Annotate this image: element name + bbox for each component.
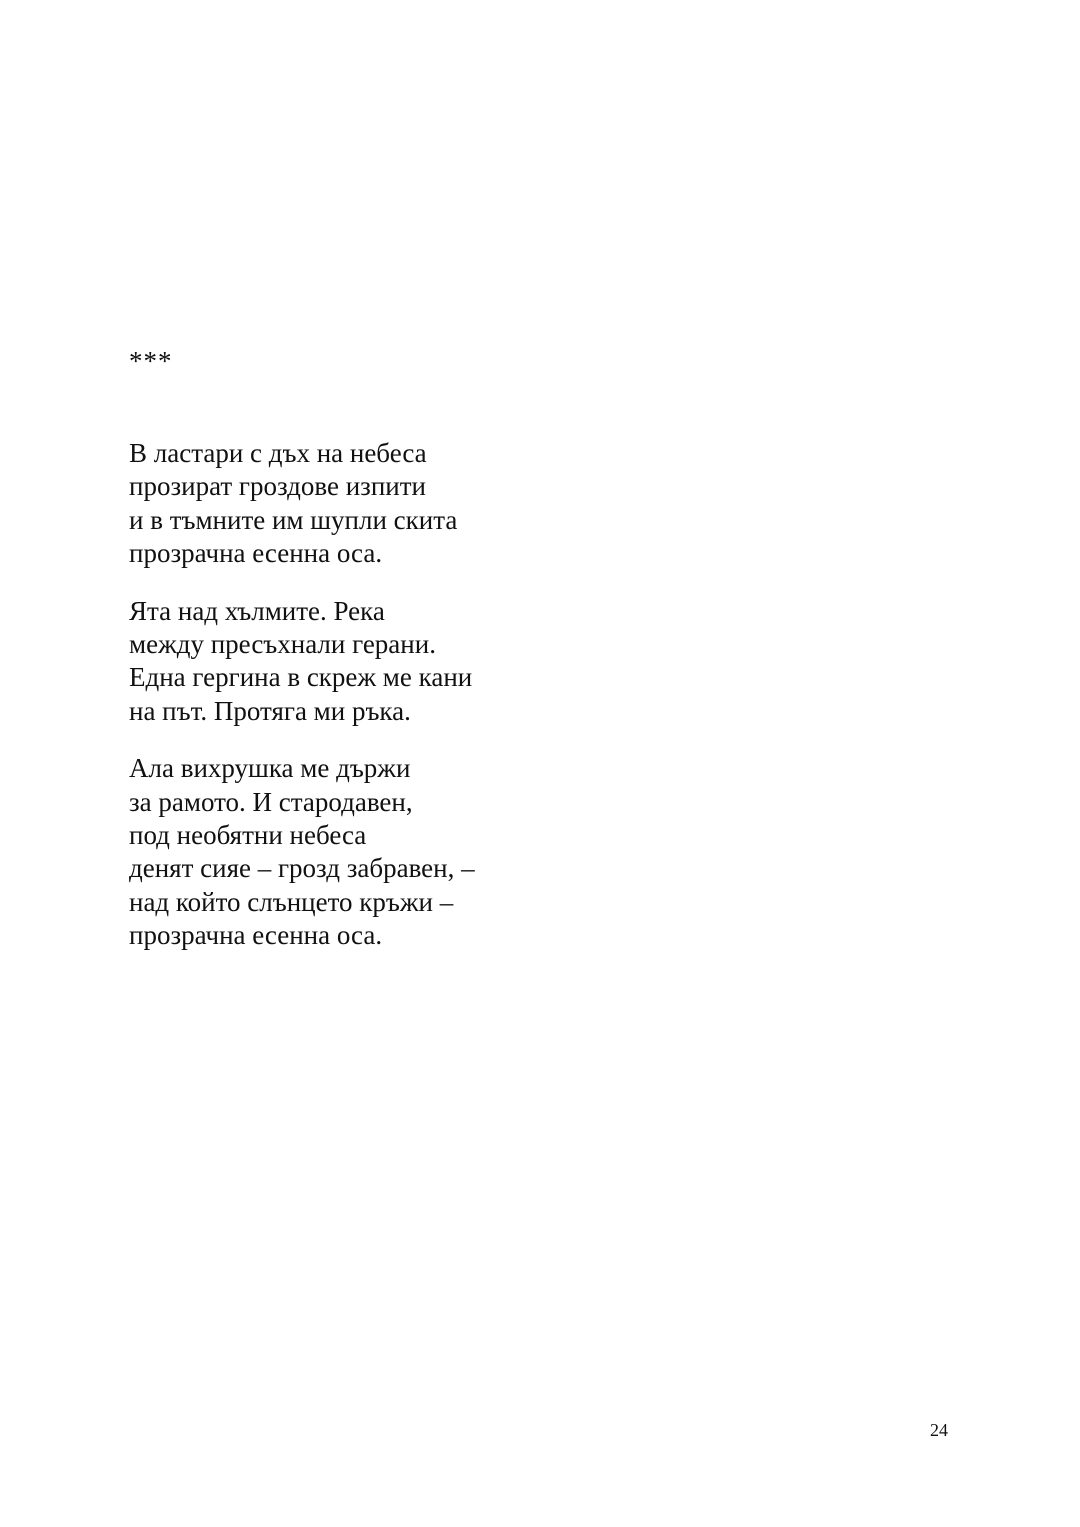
- stanza: [129, 595, 475, 729]
- poem-line: за рамото. И стародавен,: [129, 786, 413, 817]
- poem-line: прозрачна есенна оса.: [129, 920, 383, 951]
- poem-line: Ала вихрушка ме държи: [129, 753, 411, 784]
- stanza: [129, 437, 475, 571]
- poem-line: Ята над хълмите. Река: [129, 595, 385, 626]
- poem-line: между пресъхнали герани.: [129, 629, 436, 660]
- poem-line: В ластари с дъх на небеса: [129, 438, 427, 468]
- poem-line: денят сияе – грозд забравен, –: [129, 853, 475, 884]
- poem-marker: ***: [129, 346, 173, 376]
- poem-line: прозрачна есенна оса.: [129, 538, 383, 569]
- poem-line: Една гергина в скреж ме кани: [129, 662, 473, 693]
- poem-line: и в тъмните им шупли скита: [129, 504, 458, 535]
- page-number: 24: [930, 1420, 948, 1440]
- poem-line: прозират гроздове изпити: [129, 471, 426, 502]
- poem-line: над който слънцето кръжи –: [129, 886, 454, 917]
- poem-line: под необятни небеса: [129, 820, 367, 851]
- stanza: [129, 752, 475, 952]
- poem-line: на път. Протяга ми ръка.: [129, 695, 411, 726]
- poem-body: [129, 437, 475, 977]
